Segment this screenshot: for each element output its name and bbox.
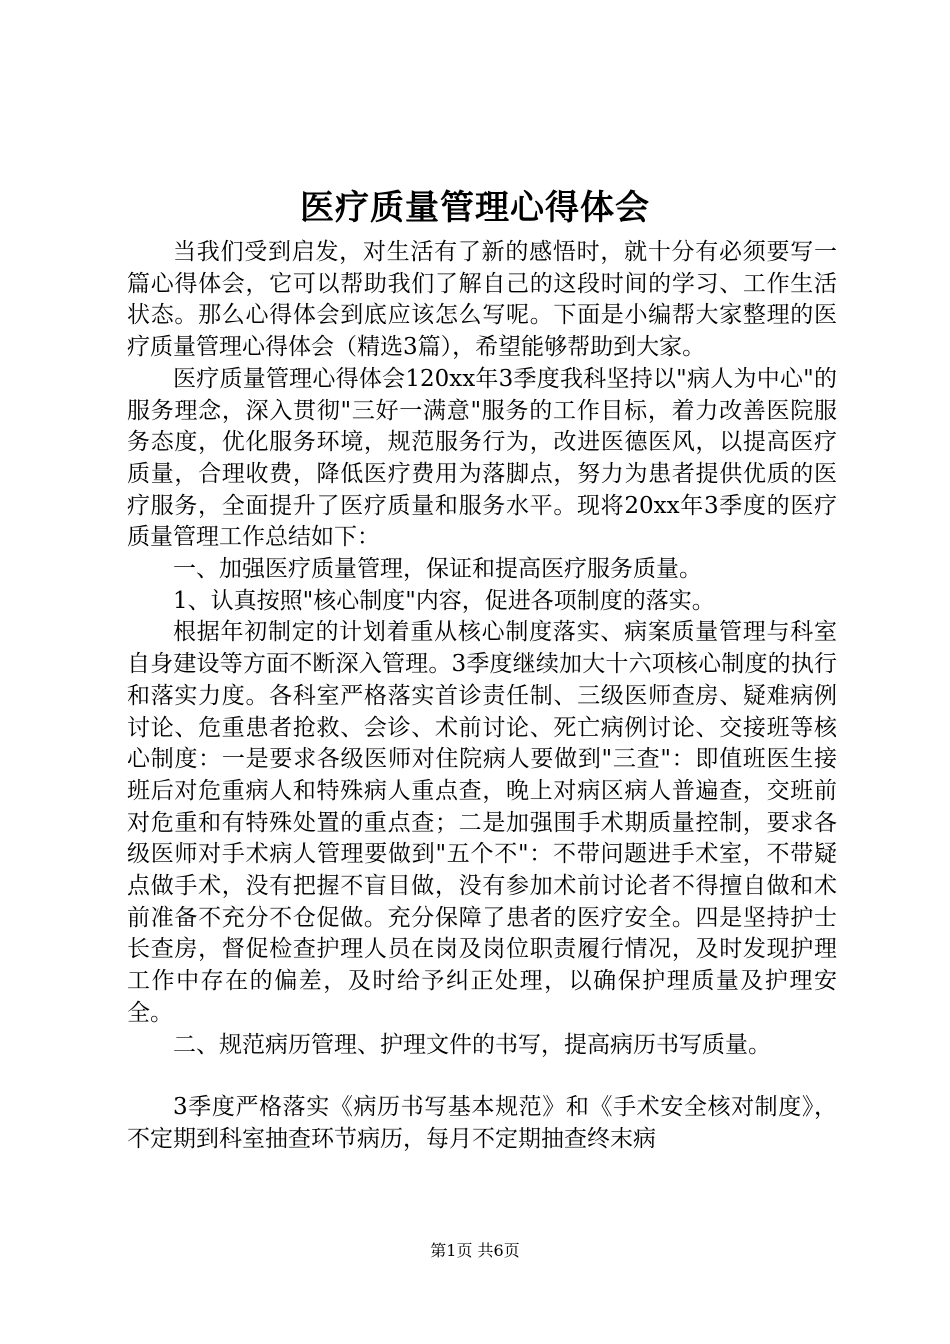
paragraph-core-system: 根据年初制定的计划着重从核心制度落实、病案质量管理与科室自身建设等方面不断深入管理。3季度继续加大十六项核心制度的执行和落实力度。各科室严格落实首诊责任制、三级医师查房、疑难病例讨论、危重患者抢救、会诊、术前讨论、死亡病例讨论、交接班等核心制度：一是要求各级医师对住院病人要做到"三查"：即值班医生接班后对危重病人和特殊病人重点查，晚上对病区病人普遍查，交班前对危重和有特殊处置的重点查；二是加强围手术期质量控制，要求各级医师对手术病人管理要做到"五个不"：不带问题进手术室，不带疑点做手术，没有把握不盲目做，没有参加术前讨论者不得擅自做和术前准备不充分不仓促做。充分保障了患者的医疗安全。四是坚持护士长查房，督促检查护理人员在岗及岗位职责履行情况，及时发现护理工作中存在的偏差，及时给予纠正处理，以确保护理质量及护理安全。 — [127, 619, 837, 1026]
page-footer: 第1页 共6页 — [430, 1241, 520, 1260]
document-body — [127, 237, 837, 1156]
paragraph-heading-1: 一、加强医疗质量管理，保证和提高医疗服务质量。 — [173, 556, 702, 583]
paragraph-gap — [127, 1061, 837, 1092]
paragraph-medical-records: 3季度严格落实《病历书写基本规范》和《手术安全核对制度》，不定期到科室抽查环节病历，每月不定期抽查终末病 — [127, 1094, 837, 1152]
paragraph-heading-2: 二、规范病历管理、护理文件的书写，提高病历书写质量。 — [173, 1031, 771, 1058]
paragraph-summary: 医疗质量管理心得体会120xx年3季度我科坚持以"病人为中心"的服务理念，深入贯彻"三好一满意"服务的工作目标，着力改善医院服务态度，优化服务环境，规范服务行为，改进医德医风，以提高医疗质量，合理收费，降低医疗费用为落脚点，努力为患者提供优质的医疗服务，全面提升了医疗质量和服务水平。现将20xx年3季度的医疗质量管理工作总结如下： — [127, 365, 837, 551]
document-title: 医疗质量管理心得体会 — [300, 188, 650, 228]
paragraph-intro: 当我们受到启发，对生活有了新的感悟时，就十分有必须要写一篇心得体会，它可以帮助我们了解自己的这段时间的学习、工作生活状态。那么心得体会到底应该怎么写呢。下面是小编帮大家整理的医疗质量管理心得体会（精选3篇），希望能够帮助到大家。 — [127, 239, 837, 361]
paragraph-subheading-1: 1、认真按照"核心制度"内容，促进各项制度的落实。 — [173, 587, 715, 614]
